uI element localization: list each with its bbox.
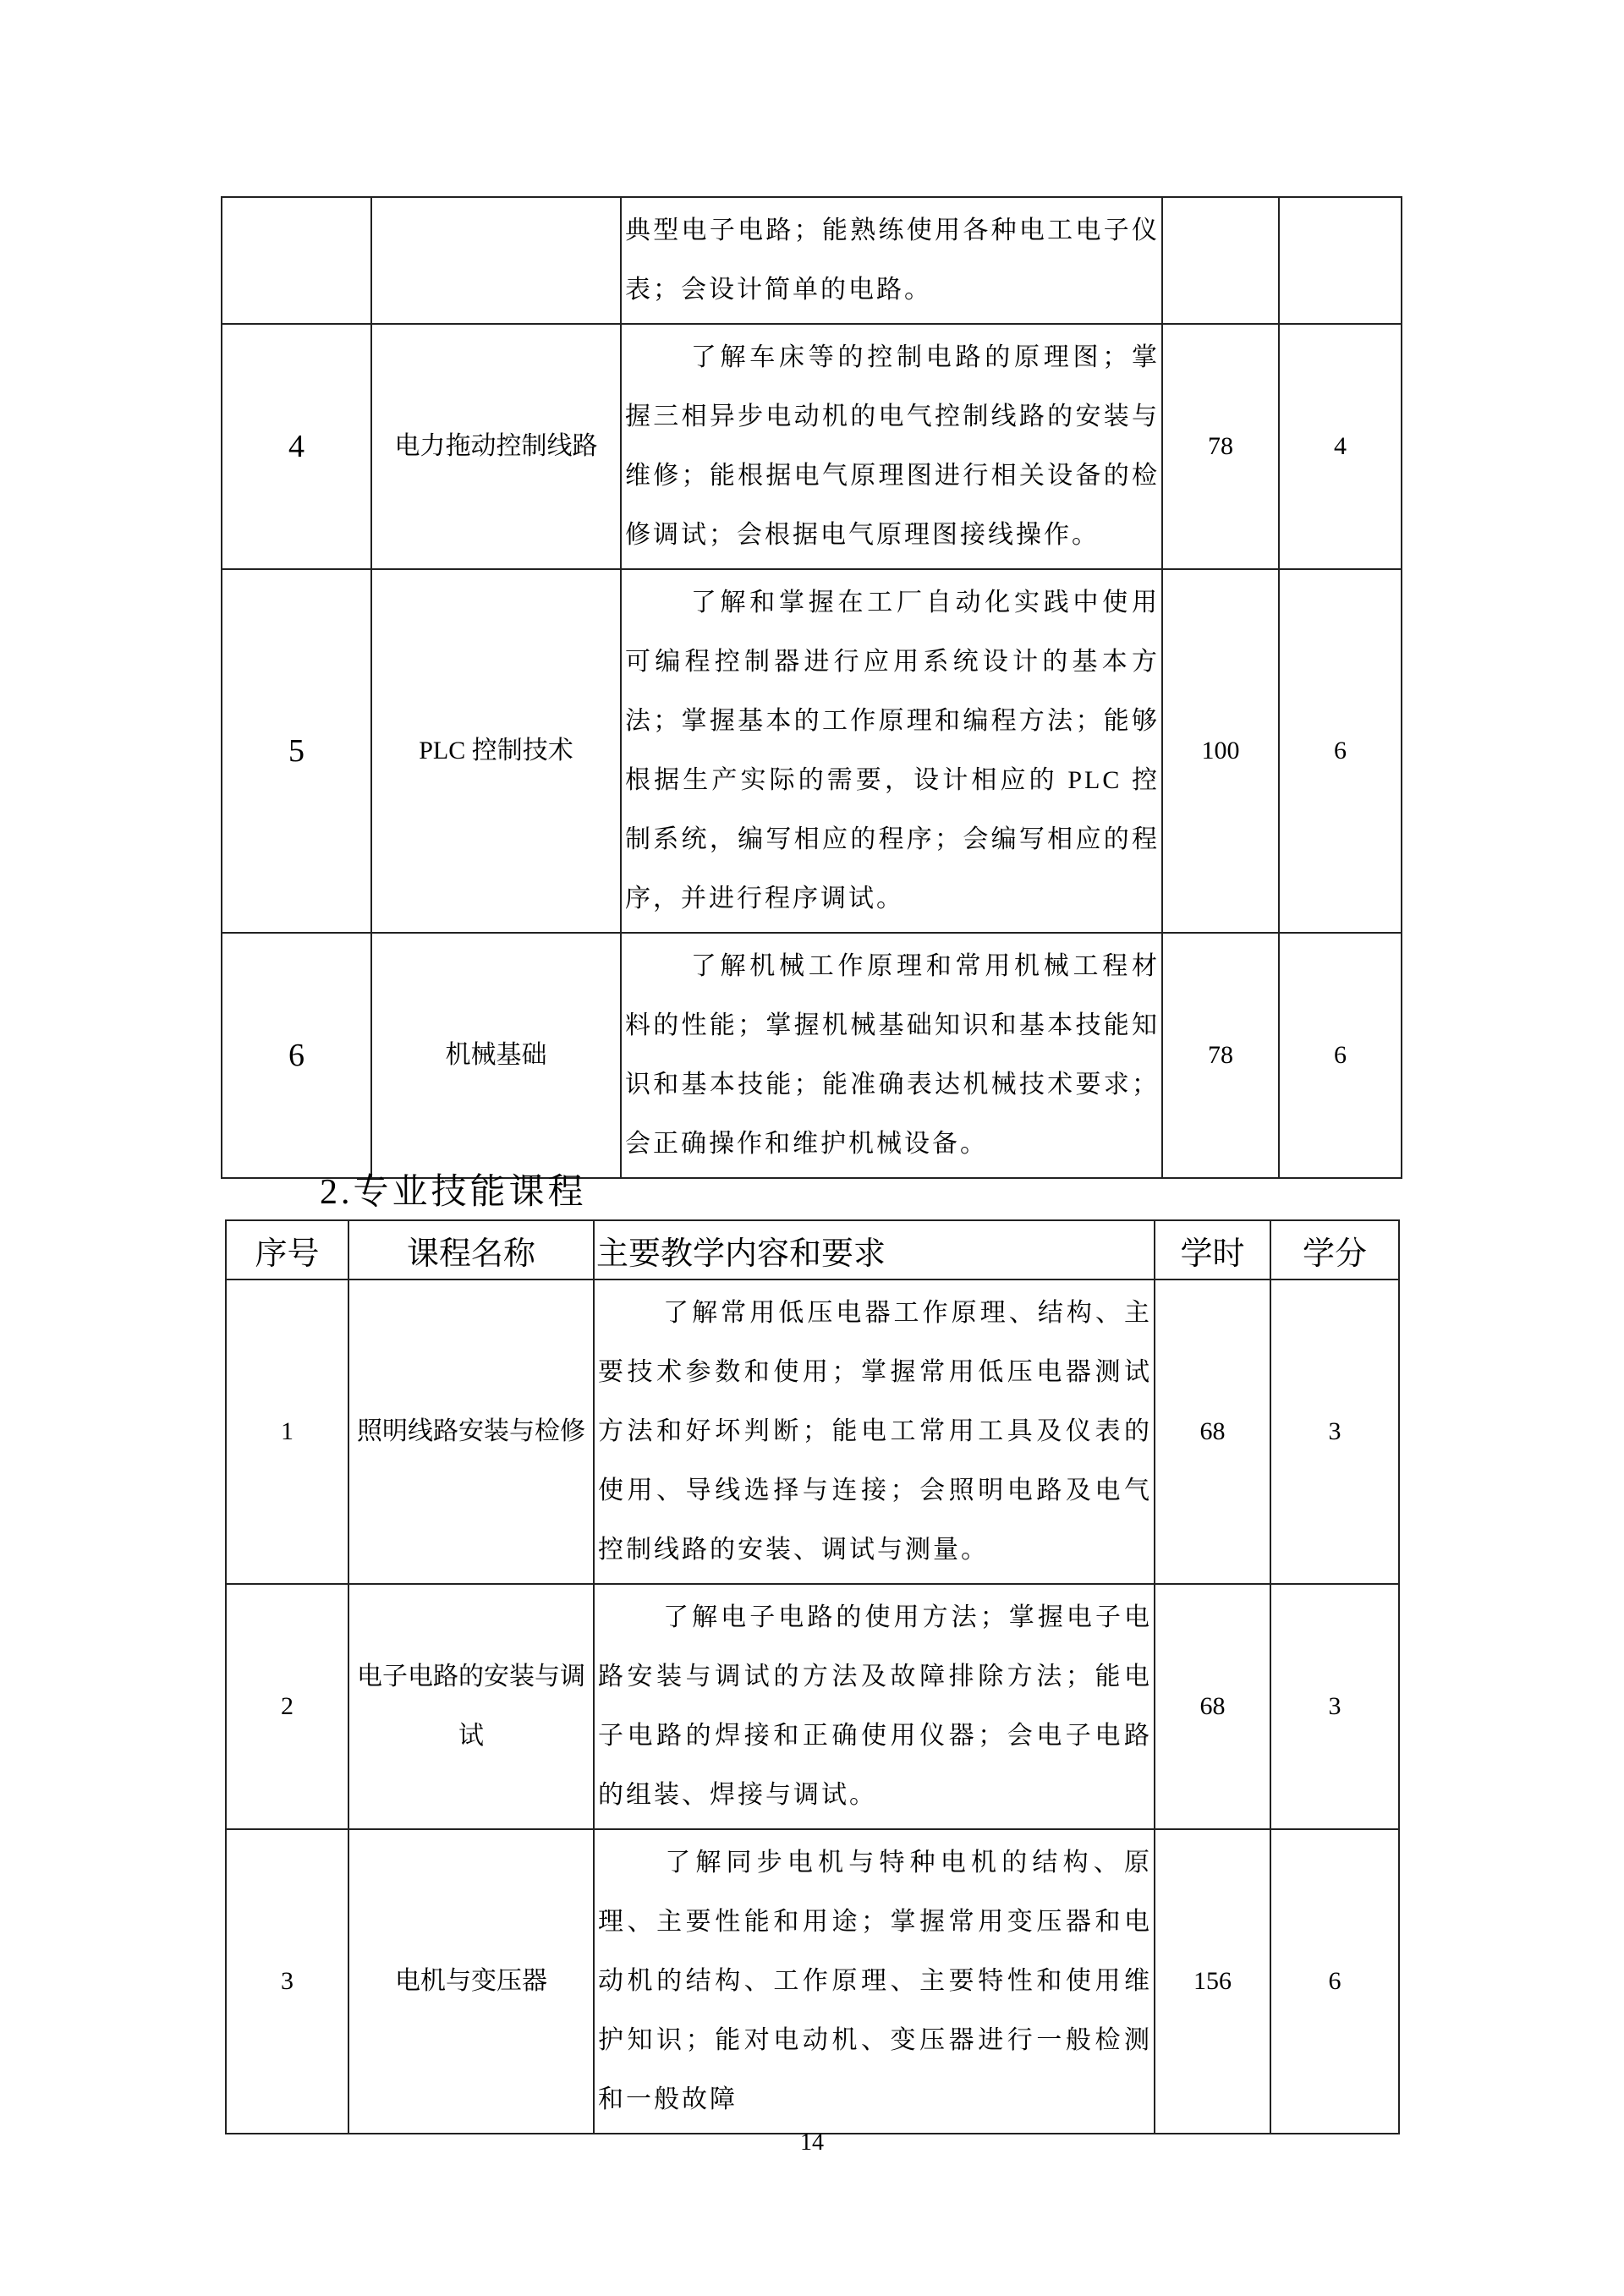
course-hours: 100 bbox=[1162, 569, 1279, 933]
table-row bbox=[222, 324, 1402, 569]
course-hours: 78 bbox=[1162, 324, 1279, 569]
header-hours: 学时 bbox=[1155, 1220, 1270, 1280]
table-row bbox=[222, 569, 1402, 933]
course-credits: 3 bbox=[1270, 1584, 1399, 1829]
course-description: 了解同步电机与特种电机的结构、原理、主要性能和用途；掌握常用变压器和电动机的结构、工作原理、主要特性和使用维护知识；能对电动机、变压器进行一般检测和一般故障 bbox=[594, 1829, 1155, 2134]
header-index: 序号 bbox=[226, 1220, 348, 1280]
course-description: 了解常用低压电器工作原理、结构、主要技术参数和使用；掌握常用低压电器测试方法和好坏判断；能电工常用工具及仪表的使用、导线选择与连接；会照明电路及电气控制线路的安装、调试与测量。 bbox=[594, 1280, 1155, 1584]
table-row bbox=[222, 933, 1402, 1178]
course-credits: 6 bbox=[1279, 933, 1402, 1178]
row-index: 6 bbox=[222, 933, 371, 1178]
table-header-row bbox=[226, 1220, 1399, 1280]
course-credits: 3 bbox=[1270, 1280, 1399, 1584]
row-index: 4 bbox=[222, 324, 371, 569]
course-hours bbox=[1162, 197, 1279, 324]
course-description: 了解机械工作原理和常用机械工程材料的性能；掌握机械基础知识和基本技能知识和基本技能；能准确表达机械技术要求；会正确操作和维护机械设备。 bbox=[621, 933, 1162, 1178]
course-hours: 78 bbox=[1162, 933, 1279, 1178]
row-index: 3 bbox=[226, 1829, 348, 2134]
header-description: 主要教学内容和要求 bbox=[594, 1220, 1155, 1280]
course-name: 机械基础 bbox=[371, 933, 621, 1178]
course-description: 了解车床等的控制电路的原理图；掌握三相异步电动机的电气控制线路的安装与维修；能根据电气原理图进行相关设备的检修调试；会根据电气原理图接线操作。 bbox=[621, 324, 1162, 569]
course-credits bbox=[1279, 197, 1402, 324]
row-index bbox=[222, 197, 371, 324]
course-hours: 68 bbox=[1155, 1280, 1270, 1584]
course-name: 电力拖动控制线路 bbox=[371, 324, 621, 569]
course-name: PLC 控制技术 bbox=[371, 569, 621, 933]
course-name bbox=[371, 197, 621, 324]
row-index: 5 bbox=[222, 569, 371, 933]
professional-skills-course-table bbox=[225, 1219, 1400, 2134]
table-row bbox=[226, 1584, 1399, 1829]
course-credits: 6 bbox=[1270, 1829, 1399, 2134]
row-index: 2 bbox=[226, 1584, 348, 1829]
course-description: 了解电子电路的使用方法；掌握电子电路安装与调试的方法及故障排除方法；能电子电路的焊接和正确使用仪器；会电子电路的组装、焊接与调试。 bbox=[594, 1584, 1155, 1829]
table-row bbox=[226, 1280, 1399, 1584]
course-description: 了解和掌握在工厂自动化实践中使用可编程控制器进行应用系统设计的基本方法；掌握基本的工作原理和编程方法；能够根据生产实际的需要，设计相应的 PLC 控制系统，编写相应的程序；会编写相应的程序，并进行程序调试。 bbox=[621, 569, 1162, 933]
course-hours: 156 bbox=[1155, 1829, 1270, 2134]
course-credits: 4 bbox=[1279, 324, 1402, 569]
page-number: 14 bbox=[800, 2129, 824, 2156]
section-heading: 2.专业技能课程 bbox=[320, 1173, 587, 1212]
course-name: 电机与变压器 bbox=[348, 1829, 594, 2134]
header-course-name: 课程名称 bbox=[348, 1220, 594, 1280]
course-table-continued bbox=[221, 196, 1402, 1179]
course-description: 典型电子电路；能熟练使用各种电工电子仪表；会设计简单的电路。 bbox=[621, 197, 1162, 324]
table-row bbox=[226, 1829, 1399, 2134]
table-row bbox=[222, 197, 1402, 324]
course-name: 照明线路安装与检修 bbox=[348, 1280, 594, 1584]
header-credits: 学分 bbox=[1270, 1220, 1399, 1280]
course-hours: 68 bbox=[1155, 1584, 1270, 1829]
row-index: 1 bbox=[226, 1280, 348, 1584]
course-credits: 6 bbox=[1279, 569, 1402, 933]
course-name: 电子电路的安装与调试 bbox=[348, 1584, 594, 1829]
